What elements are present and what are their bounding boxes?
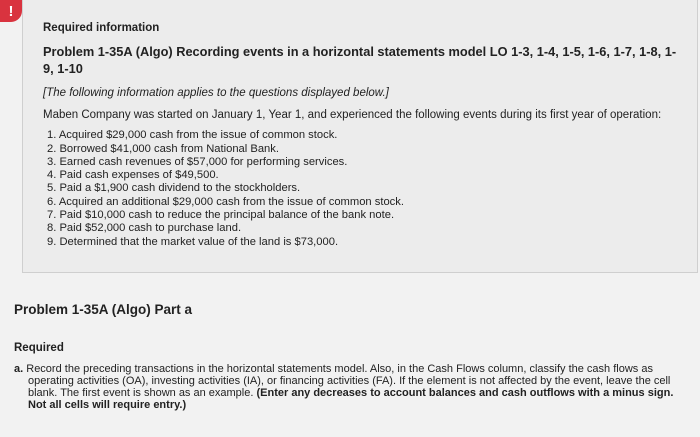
problem-title: Problem 1-35A (Algo) Recording events in a horizontal statements model LO 1-3, 1-4, 1-5, 1-6, 1-7, 1-8, 1-9, 1-10	[43, 44, 677, 76]
required-information-panel	[22, 0, 698, 273]
part-a-instructions	[14, 363, 684, 411]
applies-note: [The following information applies to the questions displayed below.]	[43, 87, 389, 100]
part-title: Problem 1-35A (Algo) Part a	[14, 302, 193, 317]
alert-icon: !	[0, 0, 22, 22]
event-item: 6. Acquired an additional $29,000 cash from the issue of common stock.	[47, 195, 404, 208]
instruction-bold-note: (Enter any decreases to account balances and cash outflows with a minus sign. Not all cells will require entry.)	[28, 387, 674, 411]
event-item: 5. Paid a $1,900 cash dividend to the stockholders.	[47, 182, 301, 195]
problem-intro: Maben Company was started on January 1, Year 1, and experienced the following events during its first year of operation:	[43, 109, 662, 122]
event-item: 2. Borrowed $41,000 cash from National Bank.	[47, 142, 279, 155]
event-item: 4. Paid cash expenses of $49,500.	[47, 169, 219, 182]
event-item: 8. Paid $52,000 cash to purchase land.	[47, 222, 242, 235]
instruction-text: Record the preceding transactions in the horizontal statements model. Also, in the Cash Flows column, classify the cash flows as operating activities (OA), investing activities (IA), or financing activities (FA). If the element is not affected by the event, leave the cell blank. The first event is shown as an example.	[26, 363, 671, 399]
instruction-letter: a.	[14, 363, 24, 375]
event-item: 3. Earned cash revenues of $57,000 for performing services.	[47, 155, 348, 168]
required-label: Required	[14, 342, 64, 354]
required-information-heading: Required information	[43, 22, 160, 34]
event-item: 9. Determined that the market value of the land is $73,000.	[47, 235, 339, 248]
event-item: 7. Paid $10,000 cash to reduce the principal balance of the bank note.	[47, 209, 395, 222]
event-item: 1. Acquired $29,000 cash from the issue of common stock.	[47, 129, 338, 142]
events-list	[43, 129, 677, 249]
